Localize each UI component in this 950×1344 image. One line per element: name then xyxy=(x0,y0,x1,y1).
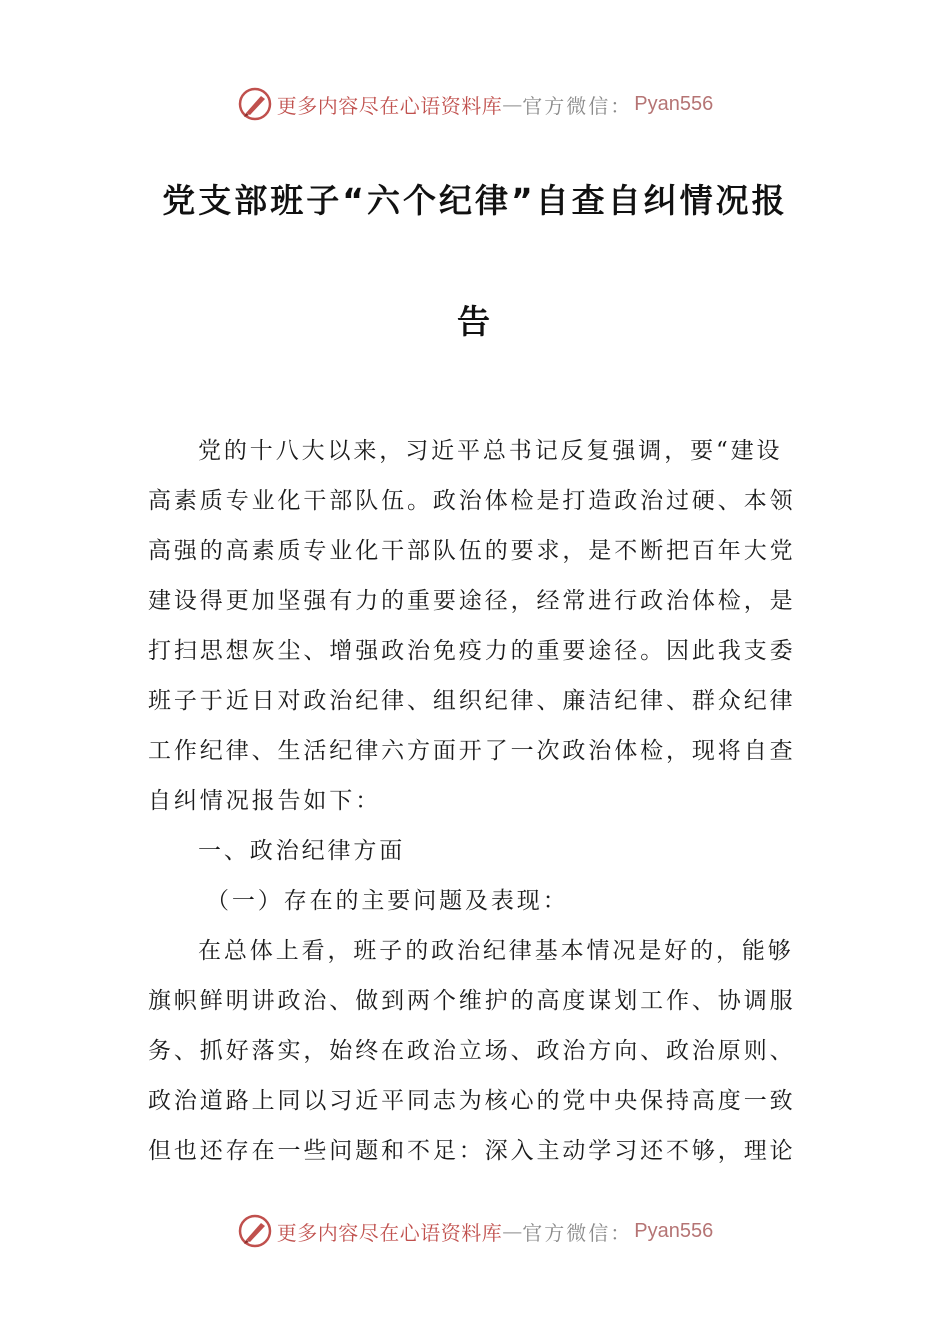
body-line: 但也还存在一些问题和不足：深入主动学习还不够，理论 xyxy=(148,1138,796,1164)
body-line: 打扫思想灰尘、增强政治免疫力的重要途径。因此我支委 xyxy=(148,638,796,664)
body-line: 党的十八大以来，习近平总书记反复强调，要“建设 xyxy=(198,438,783,464)
pen-logo-icon xyxy=(237,86,273,122)
pen-logo-icon xyxy=(237,1213,273,1249)
section-heading: 一、政治纪律方面 xyxy=(198,838,406,864)
watermark-banner-top xyxy=(0,84,950,124)
body-line: 旗帜鲜明讲政治、做到两个维护的高度谋划工作、协调服 xyxy=(148,988,796,1014)
watermark-site-text: 更多内容尽在心语资料库 xyxy=(276,1220,503,1245)
body-line: 班子于近日对政治纪律、组织纪律、廉洁纪律、群众纪律 xyxy=(148,688,796,714)
watermark-wechat-label: 官方微信： xyxy=(522,1220,633,1245)
subsection-heading: （一）存在的主要问题及表现： xyxy=(206,888,569,914)
document-title-line1: 党支部班子“六个纪律”自查自纠情况报 xyxy=(162,181,788,220)
body-line: 在总体上看，班子的政治纪律基本情况是好的，能够 xyxy=(198,938,794,964)
body-line: 自纠情况报告如下： xyxy=(148,788,382,814)
watermark-wechat-id: Pyan556 xyxy=(634,1219,714,1242)
watermark-wechat-id: Pyan556 xyxy=(634,92,714,115)
body-line: 政治道路上同以习近平同志为核心的党中央保持高度一致 xyxy=(148,1088,796,1114)
document-title-line2: 告 xyxy=(457,302,493,341)
body-line: 工作纪律、生活纪律六方面开了一次政治体检，现将自查 xyxy=(148,738,796,764)
document-body xyxy=(148,426,808,1176)
watermark-site-text: 更多内容尽在心语资料库 xyxy=(276,93,503,118)
watermark-dash: — xyxy=(502,1219,523,1243)
body-line: 高强的高素质专业化干部队伍的要求，是不断把百年大党 xyxy=(148,538,796,564)
body-line: 务、抓好落实，始终在政治立场、政治方向、政治原则、 xyxy=(148,1038,796,1064)
body-line: 建设得更加坚强有力的重要途径，经常进行政治体检，是 xyxy=(148,588,796,614)
body-line: 高素质专业化干部队伍。政治体检是打造政治过硬、本领 xyxy=(148,488,796,514)
watermark-wechat-label: 官方微信： xyxy=(522,93,633,118)
watermark-banner-bottom xyxy=(0,1211,950,1251)
watermark-dash: — xyxy=(502,92,523,116)
